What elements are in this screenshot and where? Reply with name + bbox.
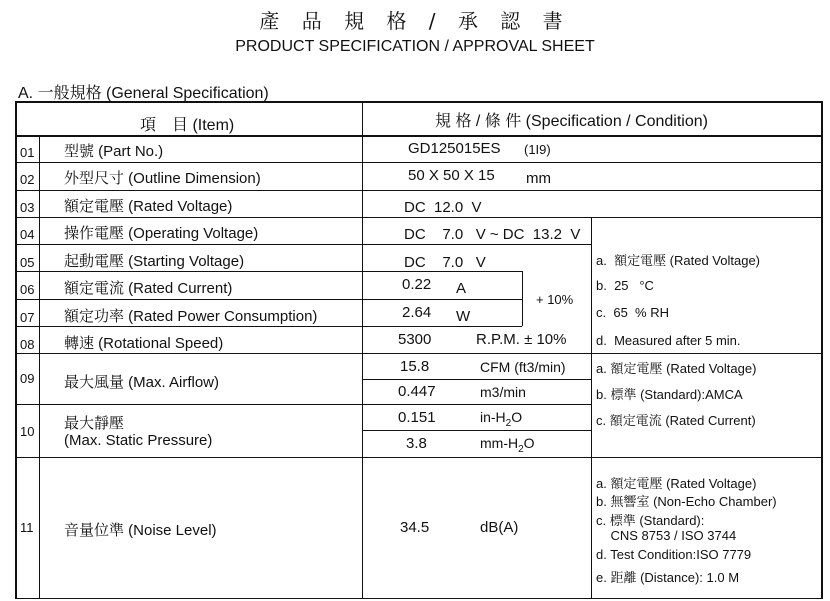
item-label-noise-level: 音量位準 (Noise Level): [64, 522, 217, 539]
value-noise-level: 34.5: [400, 519, 430, 536]
value-outline-dimension: 50 X 50 X 15: [408, 167, 495, 184]
condition-note: e. 距離 (Distance): 1.0 M: [596, 570, 740, 585]
condition-note: d. Measured after 5 min.: [596, 333, 741, 348]
row-number: 09: [20, 371, 35, 386]
item-label-max-airflow: 最大風量 (Max. Airflow): [64, 374, 220, 391]
condition-note: c. 標準 (Standard):: [596, 513, 705, 528]
item-label-rotational-speed: 轉速 (Rotational Speed): [64, 335, 224, 352]
unit-rated-power: W: [456, 308, 471, 325]
item-label-max-static-pressure-cn: 最大靜壓: [64, 415, 125, 432]
row-number: 11: [20, 520, 34, 535]
value-part-no: GD125015ES: [408, 140, 501, 157]
unit-static-pressure-inh2o-sub: 2: [505, 417, 512, 429]
item-label-part-no: 型號 (Part No.): [64, 143, 164, 160]
item-label-outline-dimension: 外型尺寸 (Outline Dimension): [64, 170, 261, 187]
row-number: 05: [20, 255, 35, 270]
value-part-no-code: (1I9): [524, 142, 551, 157]
condition-note: a. 額定電壓 (Rated Voltage): [596, 476, 757, 491]
row-number: 02: [20, 172, 35, 187]
value-rated-power: 2.64: [402, 304, 432, 321]
condition-note: CNS 8753 / ISO 3744: [596, 528, 737, 543]
unit-rotational-speed: R.P.M. ± 10%: [476, 331, 567, 348]
condition-note: b. 25 °C: [596, 278, 654, 293]
value-static-pressure-inh2o: 0.151: [398, 409, 436, 426]
value-static-pressure-mmh2o: 3.8: [406, 435, 427, 452]
value-starting-voltage: DC 7.0 V: [404, 254, 486, 271]
value-airflow-cfm: 15.8: [400, 358, 430, 375]
unit-static-pressure-inh2o-tail: O: [511, 409, 523, 425]
row-number: 10: [20, 424, 35, 439]
section-heading: A. 一般規格 (General Specification): [18, 85, 269, 102]
row-number: 07: [20, 310, 35, 325]
unit-static-pressure-inh2o: [480, 409, 522, 429]
item-label-max-static-pressure-en: (Max. Static Pressure): [64, 432, 213, 449]
row-number: 06: [20, 282, 35, 297]
tolerance-current-power: + 10%: [536, 292, 574, 307]
item-label-operating-voltage: 操作電壓 (Operating Voltage): [64, 225, 259, 242]
document-title-chinese: 產 品 規 格 / 承 認 書: [259, 9, 571, 33]
value-rated-current: 0.22: [402, 276, 432, 293]
row-number: 08: [20, 337, 35, 352]
value-airflow-m3: 0.447: [398, 383, 436, 400]
item-label-rated-voltage: 額定電壓 (Rated Voltage): [64, 198, 233, 215]
condition-note: a. 額定電壓 (Rated Voltage): [596, 361, 757, 376]
unit-static-pressure-inh2o-base: in-H: [480, 409, 506, 425]
unit-noise-level: dB(A): [480, 519, 519, 536]
item-label-rated-current: 額定電流 (Rated Current): [64, 280, 233, 297]
row-number: 04: [20, 227, 35, 242]
unit-static-pressure-mmh2o-tail: O: [523, 435, 535, 451]
condition-note: c. 額定電流 (Rated Current): [596, 413, 756, 428]
document-title-english: PRODUCT SPECIFICATION / APPROVAL SHEET: [235, 38, 595, 55]
condition-note: a. 額定電壓 (Rated Voltage): [596, 253, 761, 268]
value-rated-voltage: DC 12.0 V: [404, 199, 482, 216]
condition-note: b. 標準 (Standard):AMCA: [596, 387, 743, 402]
column-header-item: 項 目 (Item): [140, 117, 235, 134]
column-header-specification: 規 格 / 條 件 (Specification / Condition): [435, 113, 708, 130]
unit-outline-dimension: mm: [526, 170, 551, 187]
condition-note: b. 無響室 (Non-Echo Chamber): [596, 494, 777, 509]
unit-static-pressure-mmh2o: [480, 435, 535, 455]
row-number: 01: [20, 145, 35, 160]
unit-airflow-cfm: CFM (ft3/min): [480, 359, 566, 375]
condition-note: d. Test Condition:ISO 7779: [596, 547, 752, 562]
unit-airflow-m3: m3/min: [480, 384, 526, 400]
condition-note: c. 65 % RH: [596, 305, 669, 320]
row-number: 03: [20, 200, 35, 215]
item-label-rated-power: 額定功率 (Rated Power Consumption): [64, 308, 318, 325]
unit-rated-current: A: [456, 280, 467, 297]
item-label-starting-voltage: 起動電壓 (Starting Voltage): [64, 253, 245, 270]
value-operating-voltage: DC 7.0 V ~ DC 13.2 V: [404, 226, 581, 243]
unit-static-pressure-mmh2o-sub: 2: [518, 443, 524, 455]
unit-static-pressure-mmh2o-base: mm-H: [480, 435, 519, 451]
value-rotational-speed: 5300: [398, 331, 432, 348]
